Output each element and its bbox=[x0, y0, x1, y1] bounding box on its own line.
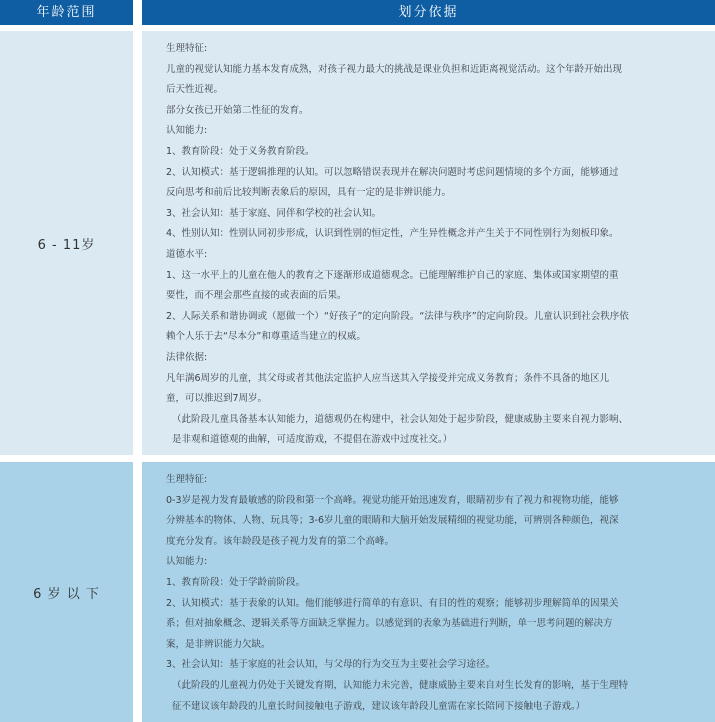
basis-line: 要性，而不理会那些直接的或表面的后果。 bbox=[166, 290, 347, 302]
basis-line: 道德水平: bbox=[166, 248, 208, 260]
basis-line: 生理特征: bbox=[166, 474, 208, 485]
basis-line: 3、社会认知：基于家庭、同伴和学校的社会认知。 bbox=[166, 207, 382, 219]
header-basis: 划分依据 bbox=[142, 0, 715, 25]
summary-note-line: 是非观和道德观的曲解，可适度游戏，不提倡在游戏中过度社交。） bbox=[172, 434, 453, 446]
basis-line: 度充分发育。该年龄段是孩子视力发育的第二个高峰。 bbox=[166, 535, 395, 547]
basis-line: 系；但对抽象概念、逻辑关系等方面缺乏掌握力。以感觉到的表象为基础进行判断，单一思考问题的解决方 bbox=[166, 618, 613, 630]
basis-line: 4、性别认知：性别认同初步形成，认识到性别的恒定性，产生异性概念并产生关于不同性别行为刻板印象。 bbox=[166, 228, 619, 240]
age-cell-under-6: 6 岁 以 下 bbox=[0, 462, 133, 722]
basis-line: 儿童的视觉认知能力基本发育成熟，对孩子视力最大的挑战是课业负担和近距离视觉活动。这个年龄开始出现 bbox=[166, 63, 623, 75]
basis-line: 3、社会认知：基于家庭的社会认知，与父母的行为交互为主要社会学习途径。 bbox=[166, 659, 496, 671]
summary-note-line: （此阶段的儿童视力仍处于关键发育期，认知能力未完善，健康威胁主要来自对生长发育的影响，基于生理特 bbox=[172, 679, 629, 691]
basis-line: 部分女孩已开始第二性征的发育。 bbox=[166, 104, 309, 116]
basis-line: 认知能力: bbox=[166, 125, 208, 137]
basis-line: 生理特征: bbox=[166, 43, 208, 54]
header-age-range: 年龄范围 bbox=[0, 0, 133, 25]
summary-note-line: 征不建议该年龄段的儿童长时间接触电子游戏，建议该年龄段儿童需在家长陪同下接触电子游戏。） bbox=[172, 700, 586, 712]
basis-line: 1、教育阶段：处于学龄前阶段。 bbox=[166, 576, 306, 588]
age-cell-6-11: 6 - 11岁 bbox=[0, 31, 133, 455]
summary-note-line: （此阶段儿童具备基本认知能力，道德观仍在构建中，社会认知处于起步阶段，健康威胁主要来自视力影响、 bbox=[172, 413, 629, 425]
basis-line: 分辨基本的物体、人物、玩具等；3-6岁儿童的眼睛和大脑开始发展精细的视觉功能，可辨别各种颜色，视深 bbox=[166, 515, 619, 527]
basis-line: 1、教育阶段：处于义务教育阶段。 bbox=[166, 145, 315, 157]
basis-cell-under-6 bbox=[142, 462, 715, 722]
basis-line: 认知能力: bbox=[166, 556, 208, 568]
basis-line: 案，是非辨识能力欠缺。 bbox=[166, 638, 271, 650]
basis-line: 2、认知模式：基于表象的认知。他们能够进行简单的有意识、有目的性的观察；能够初步理解简单的因果关 bbox=[166, 597, 619, 609]
basis-line: 后天性近视。 bbox=[166, 84, 224, 96]
basis-line: 反向思考和前后比较判断表象后的原因，具有一定的是非辨识能力。 bbox=[166, 187, 452, 199]
basis-line: 2、人际关系和谐协调或（愿做一个）“好孩子”的定向阶段。“法律与秩序”的定向阶段。儿童认识到社会秩序依 bbox=[166, 310, 629, 322]
basis-line: 赖个人乐于去“尽本分”和尊重适当建立的权威。 bbox=[166, 331, 366, 343]
basis-line: 1、这一水平上的儿童在他人的教育之下逐渐形成道德观念。已能理解维护自己的家庭、集体或国家期望的重 bbox=[166, 269, 619, 281]
basis-line: 法律依据: bbox=[166, 351, 208, 363]
basis-line: 2、认知模式：基于逻辑推理的认知。可以忽略错误表现并在解决问题时考虑问题情境的多个方面，能够通过 bbox=[166, 166, 619, 178]
basis-cell-6-11 bbox=[142, 31, 715, 455]
basis-line: 0-3岁是视力发育最敏感的阶段和第一个高峰。视觉功能开始迅速发育，眼睛初步有了视力和视物功能，能够 bbox=[166, 494, 619, 506]
basis-line: 凡年满6周岁的儿童，其父母或者其他法定监护人应当送其入学接受并完成义务教育；条件不具备的地区儿 bbox=[166, 372, 610, 384]
basis-line: 童，可以推迟到7周岁。 bbox=[166, 393, 268, 405]
